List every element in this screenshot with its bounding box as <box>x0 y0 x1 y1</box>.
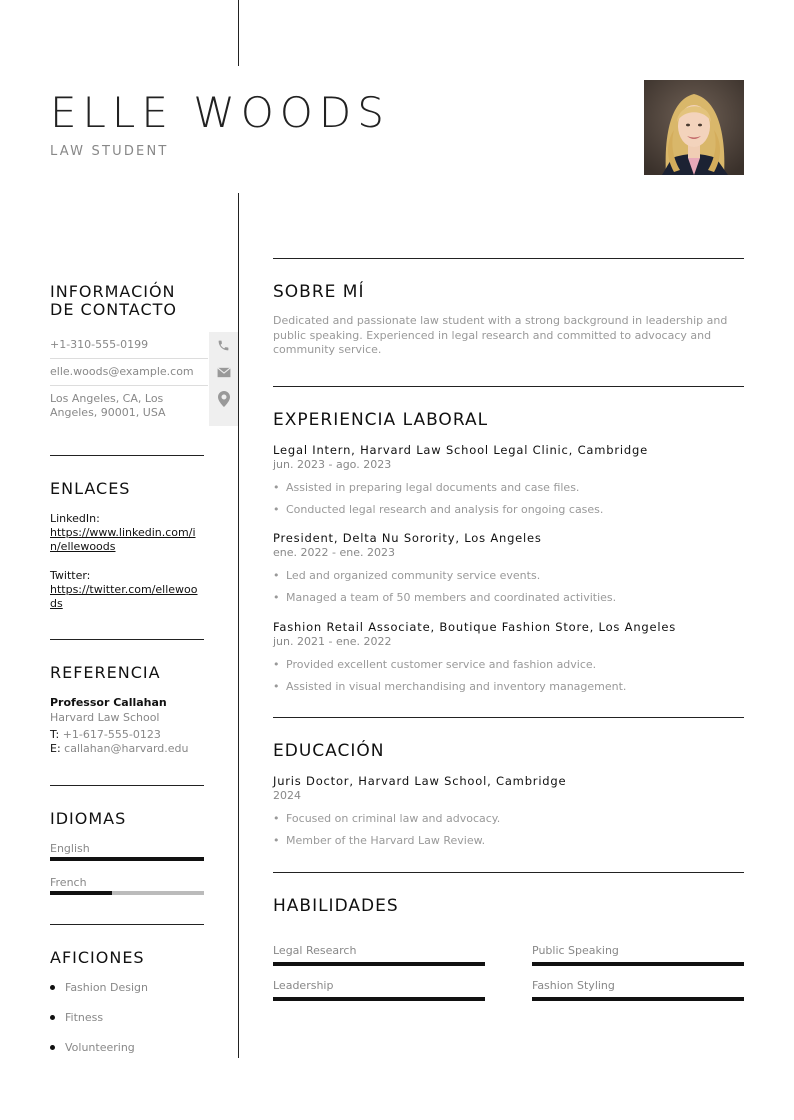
job-dates: jun. 2021 - ene. 2022 <box>273 635 392 648</box>
job-bullet: • Assisted in preparing legal documents and case files. <box>273 481 580 494</box>
linkedin-url[interactable]: https://www.linkedin.com/in/ellewoods <box>50 526 196 553</box>
experience-heading: EXPERIENCIA LABORAL <box>273 410 489 430</box>
divider-vertical <box>238 193 239 1058</box>
profile-photo <box>644 80 744 175</box>
skill-item: Leadership <box>273 979 485 1001</box>
divider-vertical-top <box>238 0 239 66</box>
contact-separator <box>50 385 208 386</box>
language-name: English <box>50 842 90 855</box>
education-entry <box>273 774 744 848</box>
language-name: French <box>50 876 87 889</box>
education-bullet: • Focused on criminal law and advocacy. <box>273 812 501 825</box>
bullet-dot-icon <box>50 985 55 990</box>
skill-item: Legal Research <box>273 944 485 966</box>
job-bullet: • Provided excellent customer service and fashion advice. <box>273 658 597 671</box>
job-bullet: • Conducted legal research and analysis for ongoing cases. <box>273 503 604 516</box>
job-entry <box>273 531 744 605</box>
contact-separator <box>50 358 208 359</box>
contact-heading: INFORMACIÓN DE CONTACTO <box>50 282 177 319</box>
contact-phone: +1-310-555-0199 <box>50 338 149 351</box>
envelope-icon <box>209 359 238 385</box>
bullet-dot-icon <box>50 1015 55 1020</box>
hobby-item: Fashion Design <box>50 981 148 994</box>
contact-email: elle.woods@example.com <box>50 365 194 378</box>
degree-title: Juris Doctor, Harvard Law School, Cambridge <box>273 774 567 788</box>
reference-org: Harvard Law School <box>50 711 160 724</box>
bullet-dot-icon <box>50 1045 55 1050</box>
hobby-item: Volunteering <box>50 1041 135 1054</box>
degree-year: 2024 <box>273 789 301 802</box>
job-title: Fashion Retail Associate, Boutique Fashion Store, Los Angeles <box>273 620 677 634</box>
languages-heading: IDIOMAS <box>50 809 127 828</box>
job-bullet: • Managed a team of 50 members and coordinated activities. <box>273 591 617 604</box>
job-entry <box>273 443 744 517</box>
job-dates: jun. 2023 - ago. 2023 <box>273 458 392 471</box>
section-divider <box>50 924 204 925</box>
language-level-fill <box>50 891 112 895</box>
job-entry <box>273 620 744 694</box>
job-bullet: • Led and organized community service events. <box>273 569 541 582</box>
reference-block <box>50 696 204 756</box>
phone-icon <box>209 332 238 358</box>
candidate-title: LAW STUDENT <box>50 144 169 159</box>
section-divider <box>273 872 744 873</box>
job-title: President, Delta Nu Sorority, Los Angeles <box>273 531 542 545</box>
language-level-fill <box>50 857 204 861</box>
skill-level-bar <box>273 962 485 966</box>
link-twitter: Twitter: https://twitter.com/ellewoods <box>50 569 204 611</box>
skill-level-bar <box>532 997 744 1001</box>
job-bullet: • Assisted in visual merchandising and inventory management. <box>273 680 627 693</box>
skill-item: Fashion Styling <box>532 979 744 1001</box>
language-level-bar <box>50 891 204 895</box>
skill-item: Public Speaking <box>532 944 744 966</box>
section-divider <box>50 455 204 456</box>
contact-address: Los Angeles, CA, Los Angeles, 90001, USA <box>50 392 166 419</box>
about-text: Dedicated and passionate law student with a strong background in leadership and public speaking. Experienced in legal research and committed to advocacy and community service. <box>273 314 728 356</box>
skills-heading: HABILIDADES <box>273 896 399 916</box>
contact-icon-column <box>209 332 238 426</box>
education-bullet: • Member of the Harvard Law Review. <box>273 834 486 847</box>
job-dates: ene. 2022 - ene. 2023 <box>273 546 395 559</box>
section-divider <box>50 639 204 640</box>
section-divider <box>50 785 204 786</box>
job-title: Legal Intern, Harvard Law School Legal Clinic, Cambridge <box>273 443 648 457</box>
education-heading: EDUCACIÓN <box>273 741 385 761</box>
reference-email: E: callahan@harvard.edu <box>50 742 189 755</box>
section-divider <box>273 258 744 259</box>
links-heading: ENLACES <box>50 479 131 498</box>
section-divider <box>273 717 744 718</box>
candidate-name: ELLE WOODS <box>50 88 390 137</box>
language-level-bar <box>50 857 204 861</box>
reference-phone: T: +1-617-555-0123 <box>50 728 161 741</box>
section-divider <box>273 386 744 387</box>
skill-level-bar <box>532 962 744 966</box>
reference-name: Professor Callahan <box>50 696 167 709</box>
skill-level-bar <box>273 997 485 1001</box>
hobby-item: Fitness <box>50 1011 103 1024</box>
twitter-url[interactable]: https://twitter.com/ellewoods <box>50 583 198 610</box>
reference-heading: REFERENCIA <box>50 663 161 682</box>
link-linkedin: LinkedIn: https://www.linkedin.com/in/ellewoods <box>50 512 204 554</box>
about-heading: SOBRE MÍ <box>273 282 365 302</box>
location-pin-icon <box>209 386 238 412</box>
hobbies-heading: AFICIONES <box>50 948 145 967</box>
